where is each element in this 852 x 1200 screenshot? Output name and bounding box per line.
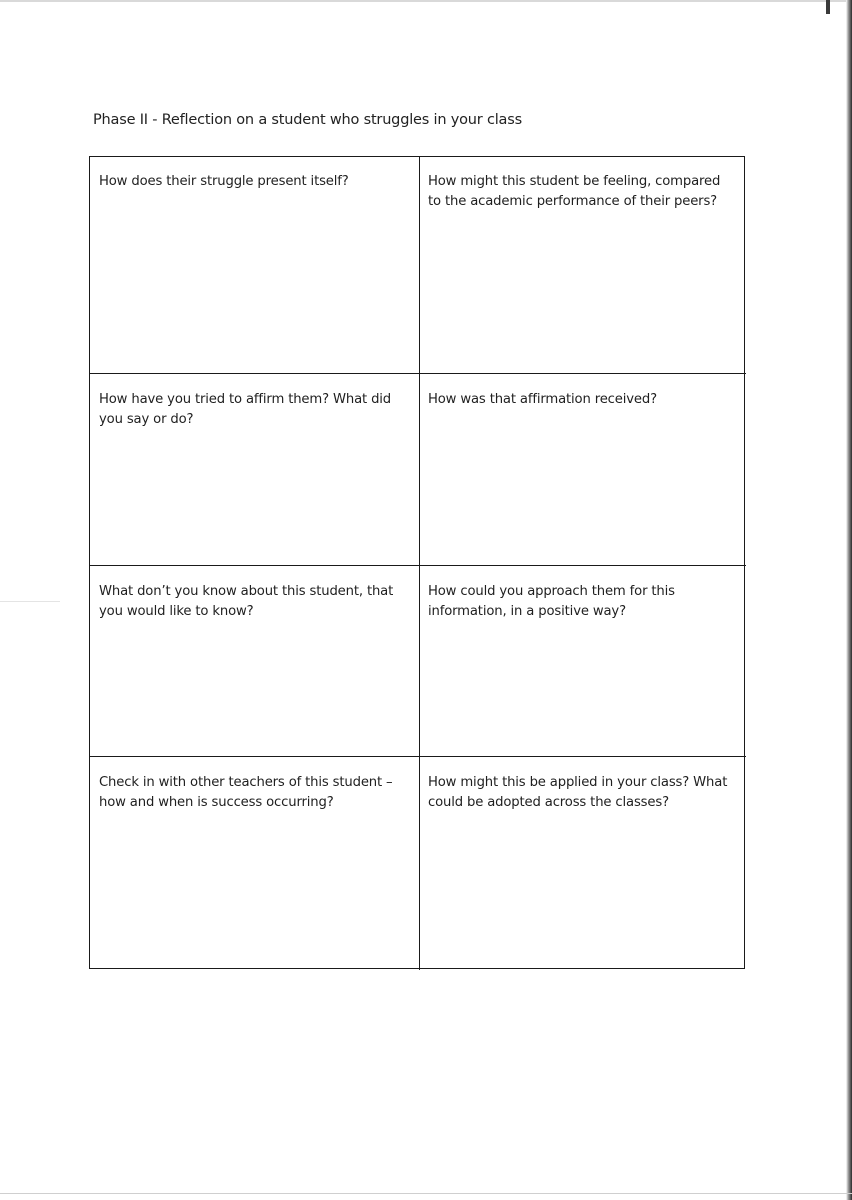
prompt-cell-affirmation-received[interactable]	[420, 374, 746, 566]
prompt-text: How might this student be feeling, compared to the academic performance of their peers?	[428, 174, 721, 209]
fold-mark	[0, 601, 60, 602]
prompt-cell-apply[interactable]	[420, 757, 746, 970]
page-title: Phase II - Reflection on a student who struggles in your class	[93, 112, 522, 128]
prompt-cell-struggle[interactable]	[90, 157, 420, 374]
prompt-text: How does their struggle present itself?	[99, 174, 349, 189]
scan-edge-top	[0, 0, 852, 2]
scan-edge-bottom	[0, 1193, 852, 1194]
reflection-grid	[89, 156, 745, 969]
prompt-text: How could you approach them for this information, in a positive way?	[428, 584, 675, 619]
prompt-cell-approach[interactable]	[420, 566, 746, 757]
prompt-cell-feeling[interactable]	[420, 157, 746, 374]
prompt-text: Check in with other teachers of this student – how and when is success occurring?	[99, 775, 393, 810]
prompt-text: What don’t you know about this student, that you would like to know?	[99, 584, 394, 619]
prompt-text: How was that affirmation received?	[428, 392, 657, 407]
prompt-cell-affirm[interactable]	[90, 374, 420, 566]
prompt-cell-unknown[interactable]	[90, 566, 420, 757]
prompt-text: How have you tried to affirm them? What did you say or do?	[99, 392, 392, 427]
prompt-text: How might this be applied in your class? What could be adopted across the classes?	[428, 775, 728, 810]
scan-mark	[826, 0, 830, 14]
scan-edge-right	[846, 0, 852, 1200]
prompt-cell-check-in[interactable]	[90, 757, 420, 970]
